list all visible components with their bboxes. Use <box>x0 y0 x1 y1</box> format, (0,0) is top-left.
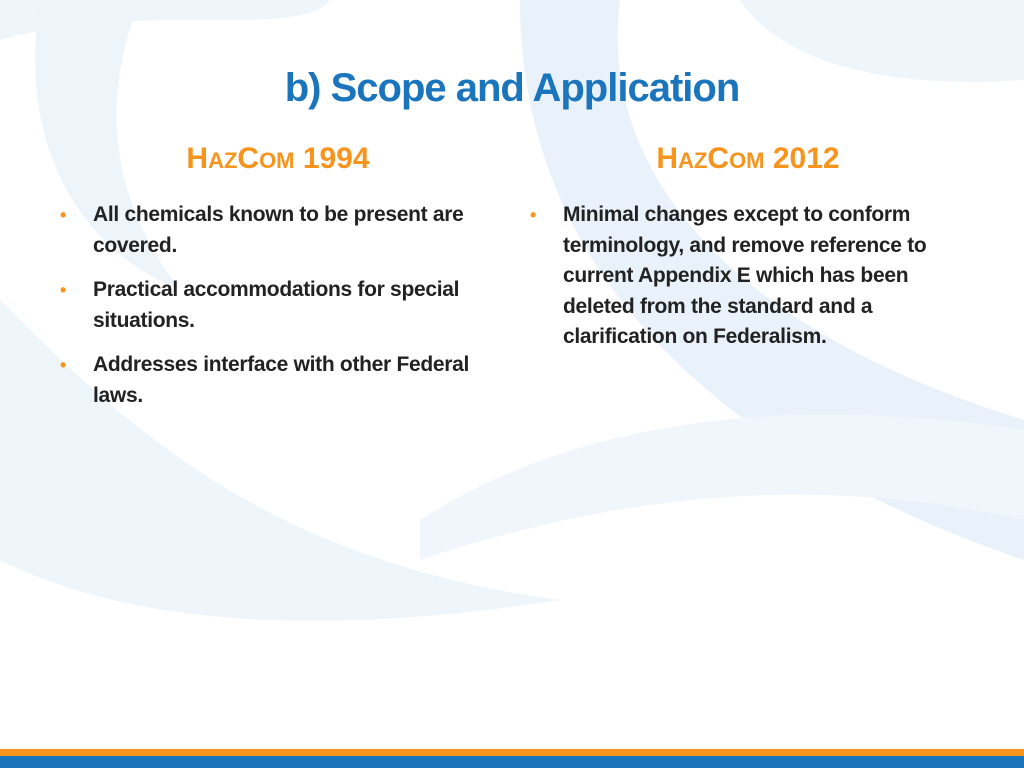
list-item <box>60 275 500 336</box>
heading-letter: H <box>186 142 209 175</box>
heading-year: 1994 <box>294 142 370 175</box>
footer-stripe-blue <box>0 756 1024 768</box>
list-item <box>530 200 970 353</box>
list-item <box>60 350 500 411</box>
list-item <box>60 200 500 261</box>
bullet-list-2012 <box>530 200 970 367</box>
bullet-icon: • <box>530 205 537 225</box>
heading-letter: C <box>237 142 260 175</box>
bullet-icon: • <box>60 355 67 375</box>
background-swirl-bottom <box>420 414 1024 560</box>
heading-smallcaps: AZ <box>678 148 708 173</box>
heading-letter: C <box>707 142 730 175</box>
bullet-text: All chemicals known to be present are covered. <box>93 203 464 257</box>
heading-letter: H <box>656 142 679 175</box>
bullet-icon: • <box>60 205 67 225</box>
bullet-icon: • <box>60 280 67 300</box>
column-heading-1994 <box>68 140 488 180</box>
column-heading-2012 <box>538 140 958 180</box>
heading-smallcaps: OM <box>729 148 765 173</box>
footer-stripe-orange <box>0 749 1024 756</box>
bullet-text: Minimal changes except to conform terminology, and remove reference to current Appendix E which has been deleted from the standard and a clarification on Federalism. <box>563 203 927 348</box>
bullet-list-1994 <box>60 200 500 425</box>
slide-title: b) Scope and Application <box>284 66 740 110</box>
heading-year: 2012 <box>764 142 840 175</box>
bullet-text: Addresses interface with other Federal laws. <box>93 353 470 407</box>
bullet-text: Practical accommodations for special situations. <box>93 278 460 332</box>
heading-smallcaps: AZ <box>208 148 238 173</box>
heading-smallcaps: OM <box>259 148 295 173</box>
